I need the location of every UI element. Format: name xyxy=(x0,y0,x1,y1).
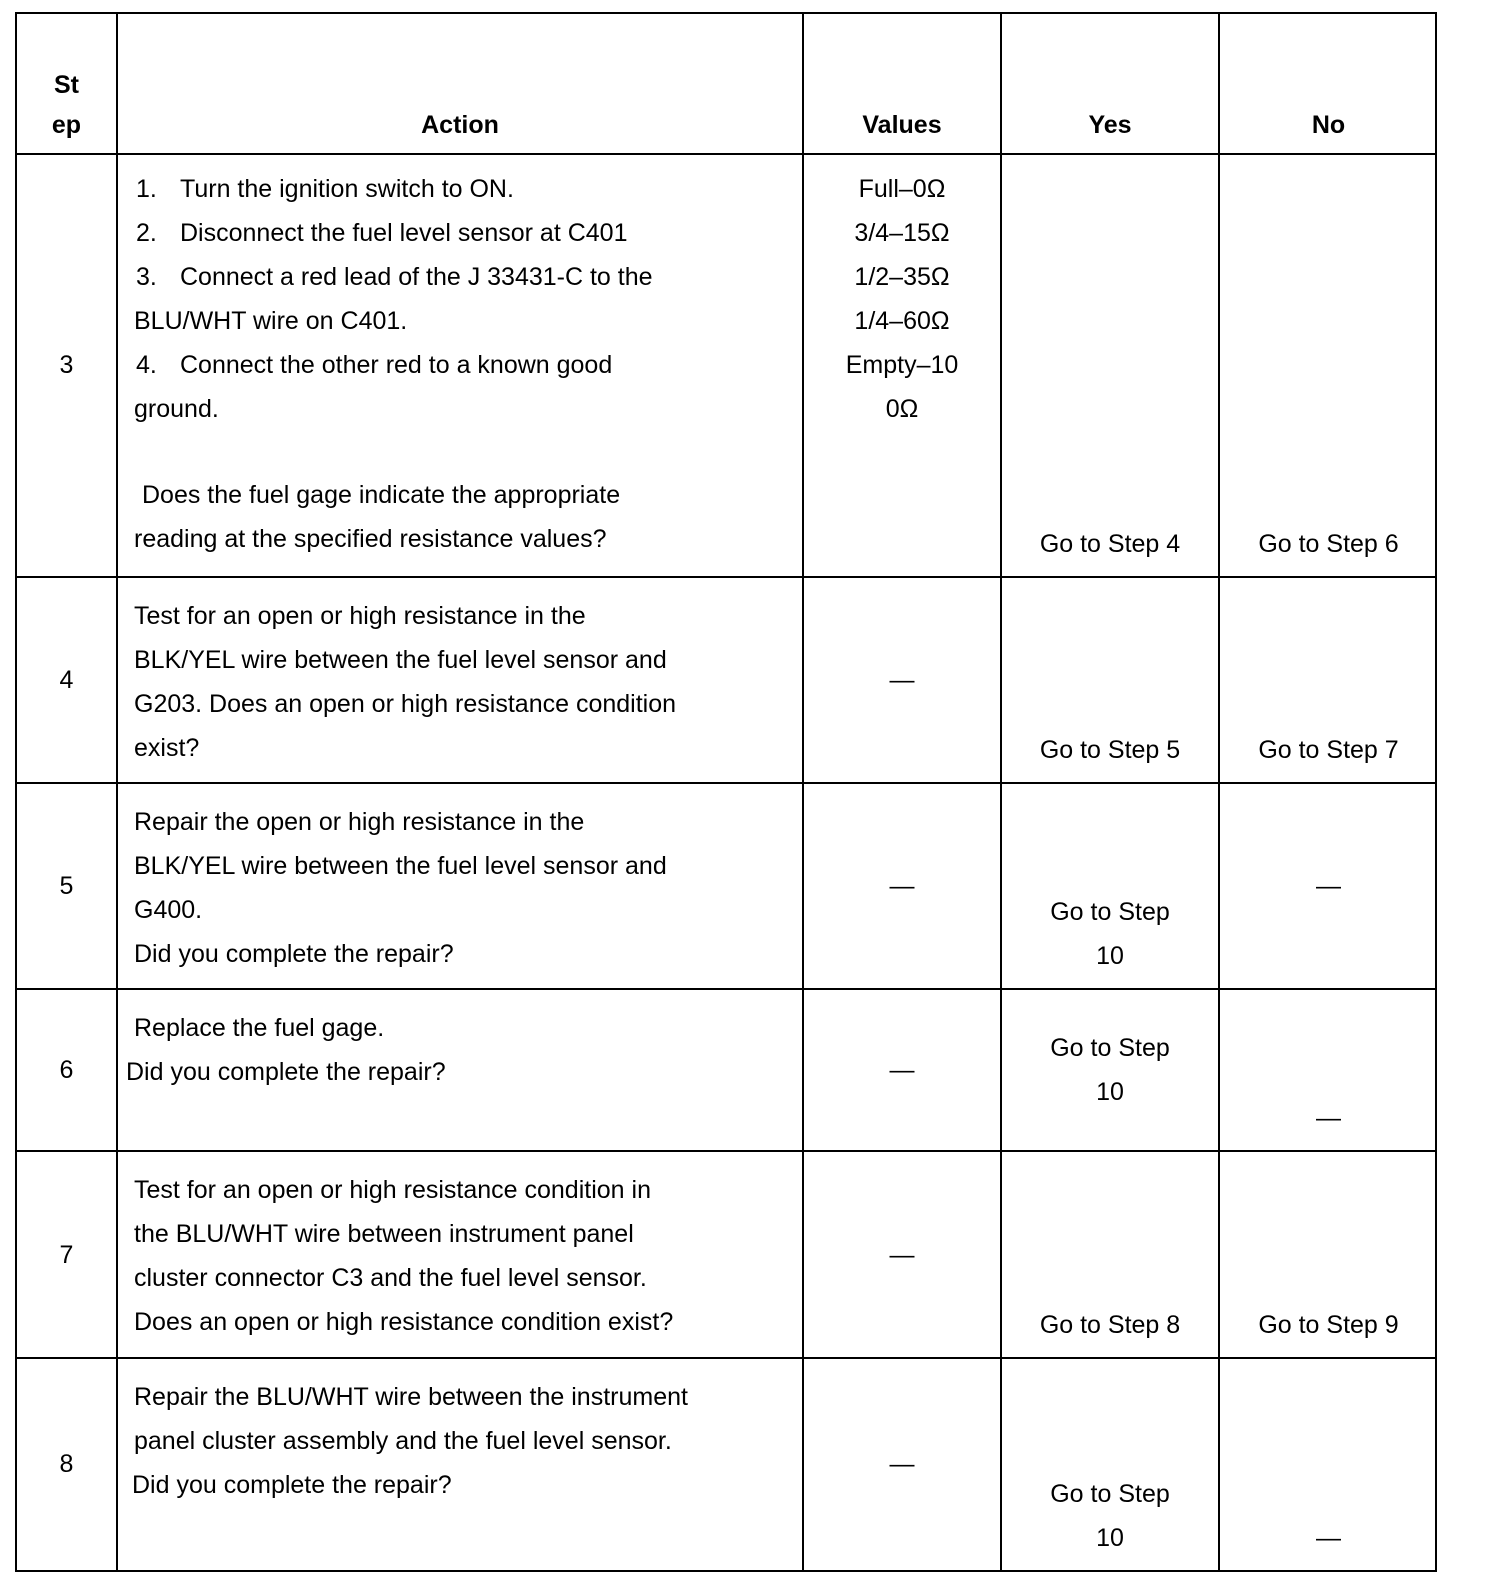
values-cell: — xyxy=(803,783,1001,989)
values-cell: — xyxy=(803,577,1001,783)
value-quarter: 1/4–60Ω xyxy=(854,307,950,335)
yes-cell: Go to Step 5 xyxy=(1001,577,1219,783)
action-line: cluster connector C3 and the fuel level sensor. xyxy=(134,1264,647,1293)
header-yes: Yes xyxy=(1001,14,1219,154)
step-number: 4 xyxy=(17,577,117,783)
action-cell xyxy=(117,783,803,989)
values-cell: — xyxy=(803,1151,1001,1357)
action-line: BLK/YEL wire between the fuel level sensor and xyxy=(134,851,667,880)
action-cell xyxy=(117,154,803,577)
no-cell: — xyxy=(1219,989,1437,1151)
action-line: Did you complete the repair? xyxy=(126,1058,446,1087)
table-row xyxy=(17,154,1437,577)
yes-line-1: Go to Step xyxy=(1050,1034,1170,1063)
diagnostic-table xyxy=(17,14,1437,1570)
yes-cell xyxy=(1001,1358,1219,1570)
action-cell xyxy=(117,1358,803,1570)
table-row xyxy=(17,1358,1437,1570)
action-item-3: 3. Connect a red lead of the J 33431-C to the xyxy=(136,263,653,291)
table-row xyxy=(17,783,1437,989)
yes-line-2: 10 xyxy=(1096,942,1124,971)
no-cell: — xyxy=(1219,1358,1437,1570)
action-line: panel cluster assembly and the fuel level sensor. xyxy=(134,1426,672,1455)
action-line: Does an open or high resistance condition exist? xyxy=(134,1308,674,1337)
table-row xyxy=(17,989,1437,1151)
values-cell: — xyxy=(803,1358,1001,1570)
action-item-4-continued: ground. xyxy=(134,395,219,423)
action-line: G400. xyxy=(134,895,203,924)
action-line: Repair the BLU/WHT wire between the instrument xyxy=(134,1382,688,1411)
action-cell xyxy=(117,1151,803,1357)
step-number: 8 xyxy=(17,1358,117,1570)
no-cell: Go to Step 6 xyxy=(1219,154,1437,577)
step-number: 6 xyxy=(17,989,117,1151)
header-step-line-1: St xyxy=(54,71,79,99)
yes-cell: Go to Step 4 xyxy=(1001,154,1219,577)
action-question-line-2: reading at the specified resistance values? xyxy=(134,525,607,553)
yes-line-1: Go to Step xyxy=(1050,1480,1170,1508)
value-empty-continued: 0Ω xyxy=(885,395,919,423)
value-half: 1/2–35Ω xyxy=(854,263,950,291)
step-number: 5 xyxy=(17,783,117,989)
value-empty: Empty–10 xyxy=(845,351,959,379)
value-full: Full–0Ω xyxy=(858,175,946,203)
action-item-3-continued: BLU/WHT wire on C401. xyxy=(134,307,408,335)
action-item-1: 1. Turn the ignition switch to ON. xyxy=(136,175,514,203)
value-three-quarter: 3/4–15Ω xyxy=(854,219,950,247)
step-number: 3 xyxy=(17,154,117,577)
no-cell: — xyxy=(1219,783,1437,989)
values-cell: — xyxy=(803,989,1001,1151)
no-cell: Go to Step 7 xyxy=(1219,577,1437,783)
yes-line-2: 10 xyxy=(1096,1078,1124,1107)
action-cell xyxy=(117,989,803,1151)
no-cell: Go to Step 9 xyxy=(1219,1151,1437,1357)
header-values: Values xyxy=(803,14,1001,154)
yes-cell: Go to Step 8 xyxy=(1001,1151,1219,1357)
yes-line-1: Go to Step xyxy=(1050,898,1170,927)
diagnostic-table-container xyxy=(15,12,1437,1572)
yes-cell xyxy=(1001,783,1219,989)
action-line: Did you complete the repair? xyxy=(134,939,454,968)
action-item-4: 4. Connect the other red to a known good xyxy=(136,351,613,379)
action-line: BLK/YEL wire between the fuel level sensor and xyxy=(134,645,667,674)
header-row xyxy=(17,14,1437,154)
action-cell xyxy=(117,577,803,783)
header-step xyxy=(17,14,117,154)
action-line: Test for an open or high resistance condition in xyxy=(134,1176,651,1205)
action-line: G203. Does an open or high resistance condition xyxy=(134,689,677,718)
action-line: Replace the fuel gage. xyxy=(134,1014,385,1043)
header-step-line-2: ep xyxy=(51,111,82,139)
header-action: Action xyxy=(117,14,803,154)
action-line: Did you complete the repair? xyxy=(132,1470,452,1499)
values-cell xyxy=(803,154,1001,577)
header-no: No xyxy=(1219,14,1437,154)
action-question-line-1: Does the fuel gage indicate the appropriate xyxy=(142,481,621,509)
action-item-2: 2. Disconnect the fuel level sensor at C401 xyxy=(136,219,628,247)
step-number: 7 xyxy=(17,1151,117,1357)
table-row xyxy=(17,577,1437,783)
yes-cell xyxy=(1001,989,1219,1151)
yes-line-2: 10 xyxy=(1096,1524,1124,1552)
action-line: Repair the open or high resistance in the xyxy=(134,807,585,836)
action-line: Test for an open or high resistance in the xyxy=(134,601,586,630)
table-row xyxy=(17,1151,1437,1357)
action-line: exist? xyxy=(134,733,200,762)
action-line: the BLU/WHT wire between instrument panel xyxy=(134,1220,634,1249)
